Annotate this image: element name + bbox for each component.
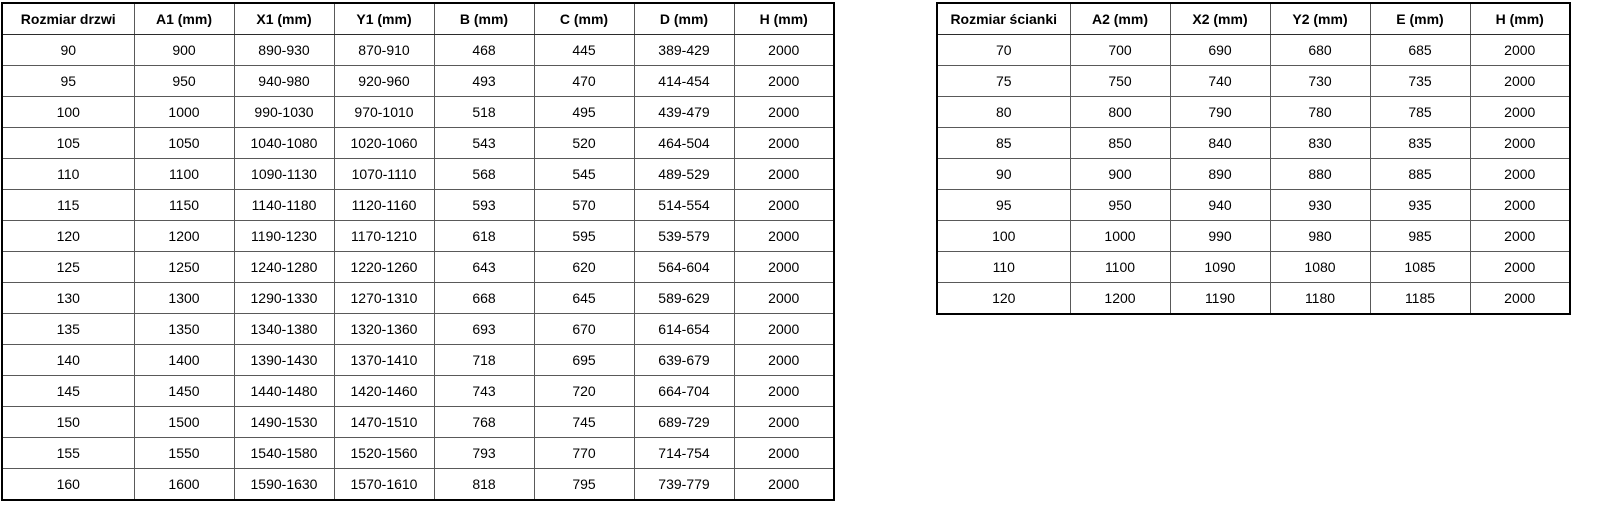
table-row: [937, 159, 1570, 190]
table-cell: 740: [1170, 66, 1270, 97]
table-cell: 1540-1580: [234, 438, 334, 469]
table-cell: 668: [434, 283, 534, 314]
table-cell: 880: [1270, 159, 1370, 190]
table-cell: 793: [434, 438, 534, 469]
table-row: [2, 252, 834, 283]
table-cell: 900: [134, 35, 234, 66]
table-cell: 935: [1370, 190, 1470, 221]
table-cell: 1490-1530: [234, 407, 334, 438]
table-cell: 2000: [1470, 190, 1570, 221]
table-cell: 1085: [1370, 252, 1470, 283]
table-row: [937, 35, 1570, 66]
table-cell: 795: [534, 469, 634, 501]
table-cell: 780: [1270, 97, 1370, 128]
table-cell: 1090-1130: [234, 159, 334, 190]
table-cell: 489-529: [634, 159, 734, 190]
table-cell: 990-1030: [234, 97, 334, 128]
table-cell: 745: [534, 407, 634, 438]
table-row: [2, 35, 834, 66]
table-cell: 493: [434, 66, 534, 97]
table-cell: 543: [434, 128, 534, 159]
wall-size-table: [936, 2, 1571, 315]
column-header: X2 (mm): [1170, 3, 1270, 35]
table-cell: 80: [937, 97, 1070, 128]
table-cell: 539-579: [634, 221, 734, 252]
table-cell: 2000: [734, 190, 834, 221]
table-cell: 1170-1210: [334, 221, 434, 252]
table-row: [2, 376, 834, 407]
table-cell: 618: [434, 221, 534, 252]
column-header: A2 (mm): [1070, 3, 1170, 35]
column-header: Y2 (mm): [1270, 3, 1370, 35]
table-cell: 818: [434, 469, 534, 501]
table-cell: 1090: [1170, 252, 1270, 283]
table-row: [937, 283, 1570, 315]
table-row: [2, 221, 834, 252]
table-cell: 735: [1370, 66, 1470, 97]
table-row: [2, 159, 834, 190]
table-cell: 2000: [1470, 159, 1570, 190]
table-cell: 2000: [734, 469, 834, 501]
column-header: Y1 (mm): [334, 3, 434, 35]
table-row: [2, 190, 834, 221]
table-cell: 2000: [734, 314, 834, 345]
table-cell: 445: [534, 35, 634, 66]
table-row: [937, 221, 1570, 252]
table-cell: 2000: [1470, 66, 1570, 97]
table-row: [937, 190, 1570, 221]
table-cell: 990: [1170, 221, 1270, 252]
table-cell: 389-429: [634, 35, 734, 66]
table-cell: 2000: [734, 252, 834, 283]
table-cell: 2000: [734, 66, 834, 97]
table-cell: 470: [534, 66, 634, 97]
table-cell: 414-454: [634, 66, 734, 97]
table-cell: 110: [937, 252, 1070, 283]
table-cell: 564-604: [634, 252, 734, 283]
table-cell: 570: [534, 190, 634, 221]
table-cell: 2000: [1470, 128, 1570, 159]
table-cell: 1000: [1070, 221, 1170, 252]
table-row: [2, 97, 834, 128]
table-cell: 620: [534, 252, 634, 283]
table-cell: 1180: [1270, 283, 1370, 315]
table-cell: 110: [2, 159, 134, 190]
table-cell: 785: [1370, 97, 1470, 128]
table-cell: 95: [2, 66, 134, 97]
table-cell: 680: [1270, 35, 1370, 66]
table-cell: 1570-1610: [334, 469, 434, 501]
table-cell: 693: [434, 314, 534, 345]
table-cell: 439-479: [634, 97, 734, 128]
table-cell: 714-754: [634, 438, 734, 469]
table-cell: 2000: [1470, 283, 1570, 315]
table-row: [2, 407, 834, 438]
table-cell: 514-554: [634, 190, 734, 221]
table-cell: 830: [1270, 128, 1370, 159]
table-cell: 150: [2, 407, 134, 438]
table-cell: 2000: [734, 159, 834, 190]
table-cell: 135: [2, 314, 134, 345]
table-cell: 930: [1270, 190, 1370, 221]
table-cell: 105: [2, 128, 134, 159]
table-cell: 595: [534, 221, 634, 252]
table-cell: 1520-1560: [334, 438, 434, 469]
table-cell: 468: [434, 35, 534, 66]
table-cell: 840: [1170, 128, 1270, 159]
table-cell: 115: [2, 190, 134, 221]
table-cell: 1400: [134, 345, 234, 376]
column-header: H (mm): [734, 3, 834, 35]
table-cell: 1080: [1270, 252, 1370, 283]
table-cell: 664-704: [634, 376, 734, 407]
table-cell: 1590-1630: [234, 469, 334, 501]
table-cell: 1000: [134, 97, 234, 128]
table-cell: 614-654: [634, 314, 734, 345]
table-cell: 2000: [734, 128, 834, 159]
table-cell: 1290-1330: [234, 283, 334, 314]
table-cell: 2000: [734, 283, 834, 314]
table-cell: 545: [534, 159, 634, 190]
table-cell: 120: [2, 221, 134, 252]
table-cell: 980: [1270, 221, 1370, 252]
column-header: B (mm): [434, 3, 534, 35]
door-table-header-row: [2, 3, 834, 35]
table-cell: 940: [1170, 190, 1270, 221]
table-cell: 70: [937, 35, 1070, 66]
table-row: [2, 128, 834, 159]
table-cell: 1550: [134, 438, 234, 469]
table-cell: 743: [434, 376, 534, 407]
table-cell: 639-679: [634, 345, 734, 376]
table-cell: 885: [1370, 159, 1470, 190]
table-cell: 1320-1360: [334, 314, 434, 345]
table-cell: 130: [2, 283, 134, 314]
table-cell: 835: [1370, 128, 1470, 159]
column-header: X1 (mm): [234, 3, 334, 35]
table-cell: 125: [2, 252, 134, 283]
table-cell: 593: [434, 190, 534, 221]
table-cell: 1020-1060: [334, 128, 434, 159]
table-cell: 2000: [734, 97, 834, 128]
table-cell: 1100: [134, 159, 234, 190]
table-cell: 95: [937, 190, 1070, 221]
table-cell: 770: [534, 438, 634, 469]
column-header: E (mm): [1370, 3, 1470, 35]
table-cell: 950: [1070, 190, 1170, 221]
table-cell: 120: [937, 283, 1070, 315]
table-cell: 2000: [734, 221, 834, 252]
table-cell: 1500: [134, 407, 234, 438]
table-cell: 1190: [1170, 283, 1270, 315]
table-cell: 940-980: [234, 66, 334, 97]
door-table-body: [2, 35, 834, 501]
column-header: Rozmiar drzwi: [2, 3, 134, 35]
table-row: [937, 252, 1570, 283]
table-cell: 718: [434, 345, 534, 376]
table-cell: 739-779: [634, 469, 734, 501]
table-cell: 2000: [734, 407, 834, 438]
table-cell: 589-629: [634, 283, 734, 314]
column-header: Rozmiar ścianki: [937, 3, 1070, 35]
table-cell: 1340-1380: [234, 314, 334, 345]
table-cell: 520: [534, 128, 634, 159]
table-cell: 1240-1280: [234, 252, 334, 283]
table-cell: 1370-1410: [334, 345, 434, 376]
table-cell: 2000: [734, 376, 834, 407]
table-cell: 2000: [734, 345, 834, 376]
table-cell: 160: [2, 469, 134, 501]
table-cell: 1185: [1370, 283, 1470, 315]
table-cell: 890-930: [234, 35, 334, 66]
table-cell: 670: [534, 314, 634, 345]
table-cell: 1600: [134, 469, 234, 501]
table-cell: 645: [534, 283, 634, 314]
table-cell: 985: [1370, 221, 1470, 252]
table-cell: 689-729: [634, 407, 734, 438]
table-cell: 1200: [1070, 283, 1170, 315]
table-cell: 950: [134, 66, 234, 97]
table-cell: 1250: [134, 252, 234, 283]
column-header: A1 (mm): [134, 3, 234, 35]
table-row: [2, 345, 834, 376]
table-cell: 75: [937, 66, 1070, 97]
table-cell: 2000: [1470, 35, 1570, 66]
table-row: [2, 469, 834, 501]
column-header: H (mm): [1470, 3, 1570, 35]
table-row: [2, 283, 834, 314]
wall-table-body: [937, 35, 1570, 315]
table-cell: 690: [1170, 35, 1270, 66]
table-cell: 100: [937, 221, 1070, 252]
door-size-table: [1, 2, 835, 501]
table-cell: 1390-1430: [234, 345, 334, 376]
table-cell: 2000: [1470, 221, 1570, 252]
table-cell: 1450: [134, 376, 234, 407]
table-cell: 870-910: [334, 35, 434, 66]
table-cell: 155: [2, 438, 134, 469]
table-cell: 2000: [1470, 252, 1570, 283]
table-cell: 1140-1180: [234, 190, 334, 221]
table-cell: 890: [1170, 159, 1270, 190]
table-cell: 790: [1170, 97, 1270, 128]
table-row: [937, 66, 1570, 97]
table-cell: 90: [2, 35, 134, 66]
table-cell: 518: [434, 97, 534, 128]
table-cell: 1200: [134, 221, 234, 252]
table-cell: 495: [534, 97, 634, 128]
table-cell: 140: [2, 345, 134, 376]
table-cell: 1190-1230: [234, 221, 334, 252]
wall-table-header-row: [937, 3, 1570, 35]
table-cell: 730: [1270, 66, 1370, 97]
table-cell: 464-504: [634, 128, 734, 159]
table-cell: 1050: [134, 128, 234, 159]
table-cell: 643: [434, 252, 534, 283]
column-header: C (mm): [534, 3, 634, 35]
table-cell: 1440-1480: [234, 376, 334, 407]
table-cell: 1150: [134, 190, 234, 221]
column-header: D (mm): [634, 3, 734, 35]
table-cell: 1300: [134, 283, 234, 314]
table-cell: 720: [534, 376, 634, 407]
table-cell: 750: [1070, 66, 1170, 97]
table-cell: 700: [1070, 35, 1170, 66]
table-cell: 568: [434, 159, 534, 190]
table-cell: 2000: [734, 35, 834, 66]
table-cell: 1040-1080: [234, 128, 334, 159]
table-row: [2, 314, 834, 345]
table-cell: 850: [1070, 128, 1170, 159]
table-cell: 100: [2, 97, 134, 128]
table-cell: 90: [937, 159, 1070, 190]
table-cell: 1070-1110: [334, 159, 434, 190]
table-cell: 685: [1370, 35, 1470, 66]
table-row: [2, 66, 834, 97]
table-cell: 800: [1070, 97, 1170, 128]
table-cell: 1350: [134, 314, 234, 345]
table-cell: 1220-1260: [334, 252, 434, 283]
table-cell: 85: [937, 128, 1070, 159]
table-cell: 920-960: [334, 66, 434, 97]
table-cell: 768: [434, 407, 534, 438]
table-cell: 1120-1160: [334, 190, 434, 221]
table-cell: 1100: [1070, 252, 1170, 283]
table-cell: 1470-1510: [334, 407, 434, 438]
table-cell: 1270-1310: [334, 283, 434, 314]
table-row: [937, 97, 1570, 128]
table-row: [2, 438, 834, 469]
table-cell: 1420-1460: [334, 376, 434, 407]
table-cell: 695: [534, 345, 634, 376]
table-row: [937, 128, 1570, 159]
table-cell: 900: [1070, 159, 1170, 190]
table-cell: 145: [2, 376, 134, 407]
table-cell: 2000: [734, 438, 834, 469]
table-cell: 2000: [1470, 97, 1570, 128]
table-cell: 970-1010: [334, 97, 434, 128]
